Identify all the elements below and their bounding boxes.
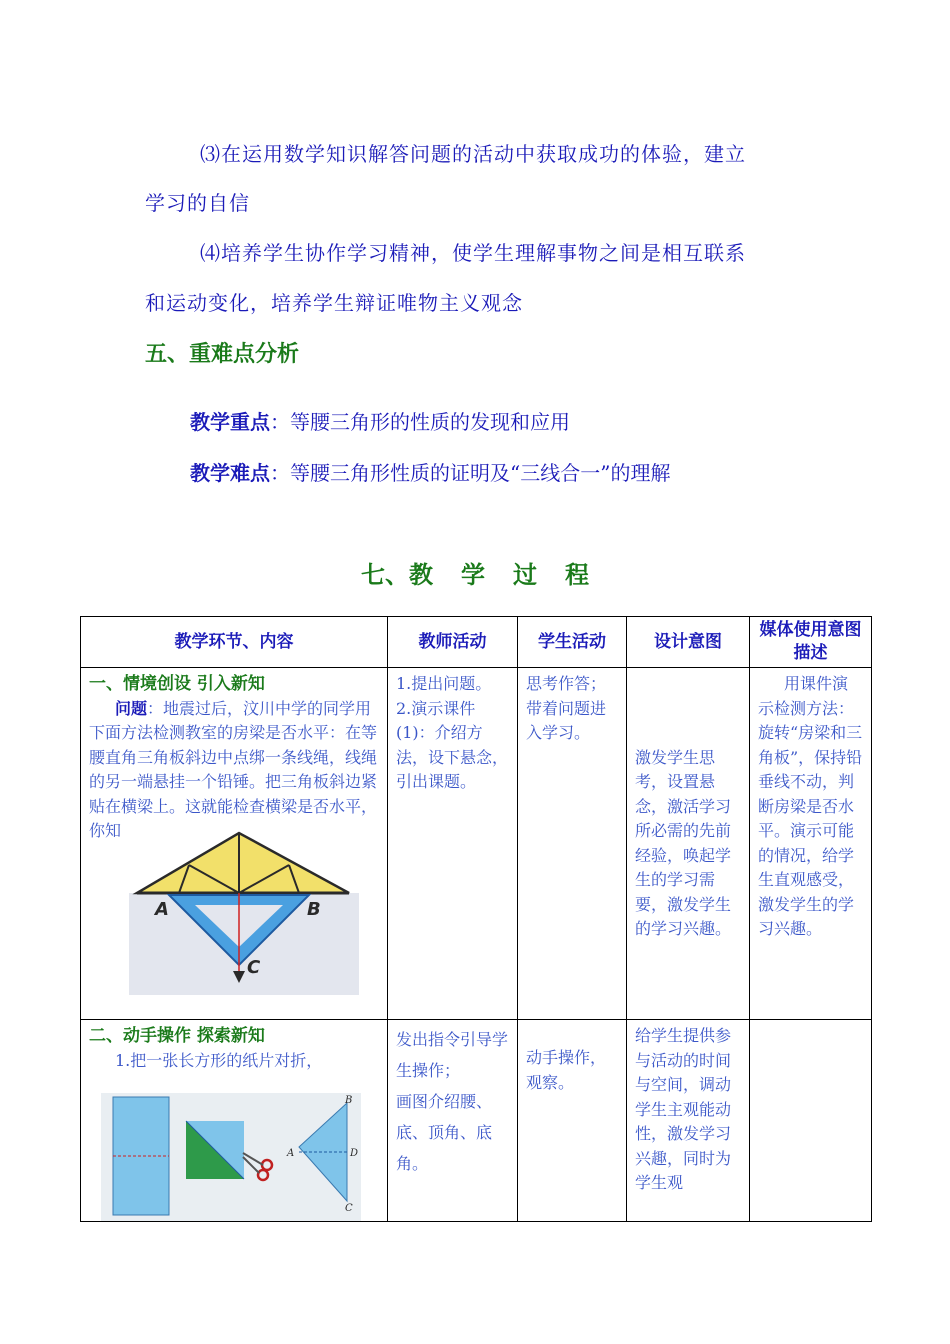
label-b: B: [345, 1095, 353, 1106]
section7-title: [0, 555, 950, 590]
label-c: C: [247, 956, 261, 978]
table-row: [81, 668, 872, 1020]
row1-question-text: ：地震过后，汶川中学的同学用下面方法检测教室的房梁是否水平：在等腰直角三角板斜边中点绑一条线绳，线绳的另一端悬挂一个铅锤。把三角板斜边紧贴在横梁上。这就能检查横梁是否水平，你知: [89, 698, 378, 840]
row1-teacher: 1.提出问题。 2.演示课件(1)：介绍方法，设下悬念，引出课题。: [388, 668, 518, 1020]
table-row: [81, 1020, 872, 1222]
row2-section-title: 二、动手操作 探索新知: [89, 1026, 265, 1046]
teaching-focus-label: 教学重点: [190, 410, 270, 434]
label-d: D: [350, 1148, 359, 1159]
teaching-focus-text: ：等腰三角形的性质的发现和应用: [270, 410, 570, 434]
row1-media: 用课件演示检测方法：旋转“房梁和三角板”，保持铅垂线不动，判断房梁是否水平。演示可能的情况，给学生直观感受，激发学生的学习兴趣。: [750, 668, 872, 1020]
row2-teacher: 发出指令引导学生操作； 画图介绍腰、底、顶角、底角。: [388, 1020, 518, 1222]
row2-media: [750, 1020, 872, 1222]
row2-design: 给学生提供参与活动的时间与空间，调动学生主观能动性，激发学习兴趣，同时为学生观: [627, 1020, 750, 1222]
row1-student: 思考作答； 带着问题进入学习。: [518, 668, 627, 1020]
row1-content: [81, 668, 388, 1020]
row1-question-label: 问题: [115, 698, 148, 718]
row2-content: [81, 1020, 388, 1222]
row2-student: 动手操作，观察。: [518, 1020, 627, 1222]
objective-4-line2: 和运动变化，培养学生辩证唯物主义观念: [145, 291, 523, 315]
title-part-3: 过: [513, 561, 537, 589]
paper-folding-figure: [101, 1093, 361, 1221]
label-a: A: [287, 1148, 295, 1159]
title-part-2: 学: [461, 561, 485, 589]
teaching-process-table: [80, 616, 872, 1222]
section5-heading: 五、重难点分析: [145, 342, 300, 367]
title-part-1: 七、教: [361, 561, 433, 589]
row2-content-text: 1.把一张长方形的纸片对折，: [115, 1050, 323, 1070]
objective-3-line2: 学习的自信: [145, 191, 250, 215]
row1-design: 激发学生思考，设置悬念，激活学习所必需的先前经验，唤起学生的学习需要，激发学生的学习兴趣。: [627, 668, 750, 1020]
roof-beam-triangle-figure: [129, 823, 359, 995]
header-media: 媒体使用意图描述: [750, 617, 872, 668]
label-b: B: [307, 898, 321, 920]
header-teacher: 教师活动: [388, 617, 518, 668]
teaching-difficulty: [190, 457, 670, 486]
table-header-row: [81, 617, 872, 668]
header-stage: 教学环节、内容: [81, 617, 388, 668]
objective-4-line1: ⑷培养学生协作学习精神，使学生理解事物之间是相互联系: [200, 241, 746, 265]
label-c: C: [345, 1203, 353, 1214]
row1-section-title: 一、情境创设 引入新知: [89, 674, 265, 694]
title-part-4: 程: [565, 561, 589, 589]
header-design: 设计意图: [627, 617, 750, 668]
teaching-difficulty-text: ：等腰三角形性质的证明及“三线合一”的理解: [270, 461, 671, 485]
teaching-focus: [190, 406, 570, 435]
objective-3-line1: ⑶在运用数学知识解答问题的活动中获取成功的体验，建立: [200, 142, 746, 166]
header-student: 学生活动: [518, 617, 627, 668]
teaching-difficulty-label: 教学难点: [190, 461, 270, 485]
label-a: A: [155, 898, 169, 920]
